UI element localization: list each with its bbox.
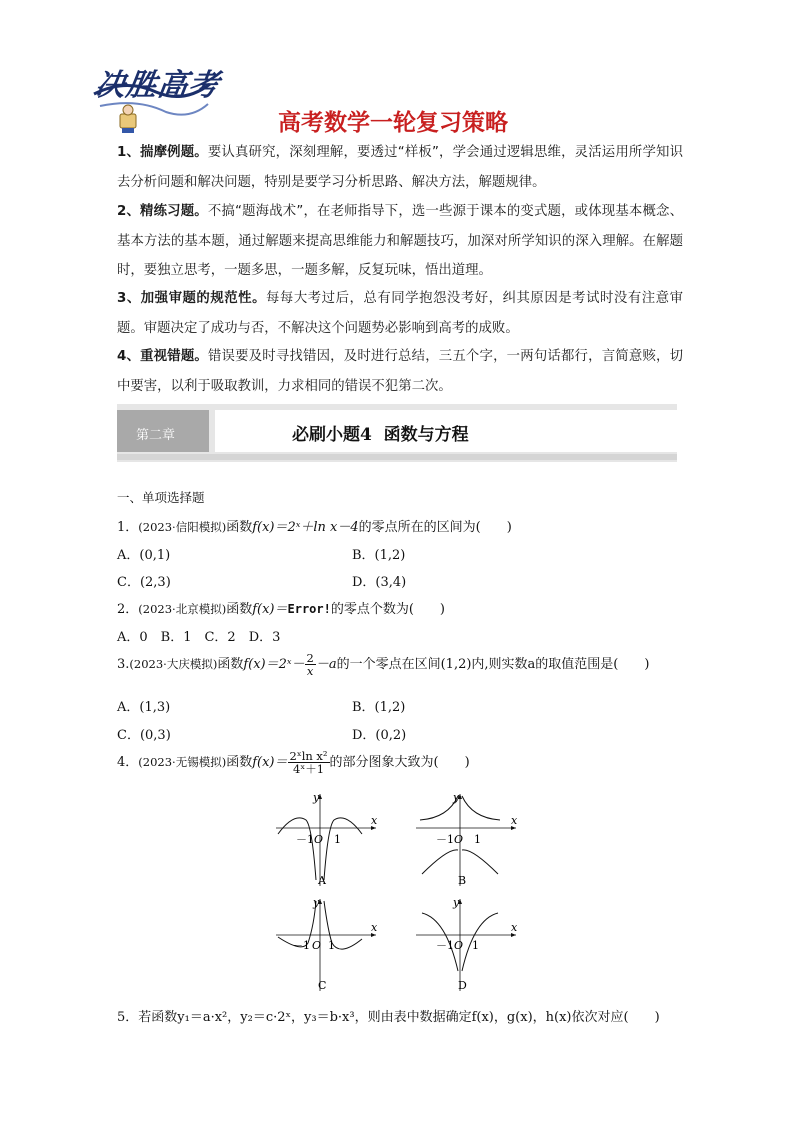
strategy-label: 2、精练习题。 xyxy=(117,204,208,219)
axis-y-label: y xyxy=(313,791,320,804)
option-d[interactable]: D．(3,4) xyxy=(352,575,407,590)
q-expression-tail: －a xyxy=(315,657,337,673)
question-2 xyxy=(117,598,445,617)
graph-label: C xyxy=(318,979,327,992)
option-a[interactable]: A．(1,3) xyxy=(117,700,171,715)
graph-label: A xyxy=(318,874,326,887)
logo-text: 决胜高考 xyxy=(93,68,222,103)
strategy-paragraph-2 xyxy=(117,197,683,286)
chapter-title: 必刷小题4 函数与方程 xyxy=(292,425,469,445)
axis-y-label: y xyxy=(453,896,460,909)
q-source: (2023·信阳模拟) xyxy=(138,520,227,534)
tick-one: 1 xyxy=(334,833,341,846)
page-title: 高考数学一轮复习策略 xyxy=(278,110,508,136)
question-5 xyxy=(117,1006,660,1025)
q-pre: 函数 xyxy=(226,520,253,535)
axis-x-label: x xyxy=(371,814,378,827)
q-number: 4． xyxy=(117,755,139,771)
q-source: (2023·北京模拟) xyxy=(138,602,227,616)
q-fraction xyxy=(305,652,316,677)
frac-denominator: x xyxy=(306,664,314,679)
question-3 xyxy=(117,652,649,677)
q-expression: f(x)＝ xyxy=(252,755,288,771)
strategy-label: 3、加强审题的规范性。 xyxy=(117,291,267,306)
option-b[interactable]: B．(1,2) xyxy=(352,548,406,563)
origin-label: O xyxy=(454,833,464,846)
strategy-label: 1、揣摩例题。 xyxy=(117,145,208,160)
strategy-label: 4、重视错题。 xyxy=(117,349,208,364)
axis-y-label: y xyxy=(453,791,460,804)
graph-c[interactable] xyxy=(272,895,382,995)
q-expression: f(x)＝ xyxy=(252,602,288,617)
option-c[interactable]: C．(2,3) xyxy=(117,575,171,590)
q-number: 1． xyxy=(117,520,139,535)
strategy-text: 每每大考过后，总有同学抱怨没考好，纠其原因是考试时没有注意审题。审题决定了成功与否，不解决这个问题势必影响到高考的成败。 xyxy=(117,291,683,336)
section-heading: 一、单项选择题 xyxy=(117,490,205,505)
option-a[interactable]: A．(0,1) xyxy=(117,548,171,563)
origin-label: O xyxy=(312,939,322,952)
axis-x-label: x xyxy=(371,921,378,934)
question-4 xyxy=(117,750,470,775)
q-expression: f(x)＝2ˣ＋ln x－4 xyxy=(252,520,359,535)
tick-one: 1 xyxy=(474,833,481,846)
strategy-text: 不搞“题海战术”，在老师指导下，选一些源于课本的变式题，或体现基本概念、基本方法的基本题，通过解题来提高思维能力和解题技巧，加深对所学知识的深入理解。在解题时，要独立思考，一题多思，一题多解，反复玩味，悟出道理。 xyxy=(117,204,683,278)
q-pre: 函数 xyxy=(217,657,244,673)
q-pre: 函数 xyxy=(226,755,253,771)
axis-x-label: x xyxy=(511,921,518,934)
graph-a[interactable] xyxy=(272,790,382,890)
strategy-text: 错误要及时寻找错因，及时进行总结，三五个字，一两句话都行，言简意赅，切中要害，以利于吸取教训，力求相同的错误不犯第二次。 xyxy=(117,349,683,394)
option-c[interactable]: C．(0,3) xyxy=(117,728,171,743)
q-post: 的部分图象大致为( ) xyxy=(329,755,470,771)
tick-one: 1 xyxy=(472,939,479,952)
tick-neg-one: －1 xyxy=(436,939,454,952)
q-text: 若函数y₁＝a·x²，y₂＝c·2ˣ，y₃＝b·x³，则由表中数据确定f(x)，g(x)，h(x)依次对应( ) xyxy=(138,1010,660,1025)
q-number: 2． xyxy=(117,602,139,617)
option-d[interactable]: D．(0,2) xyxy=(352,728,407,743)
axis-x-label: x xyxy=(511,814,518,827)
option-b[interactable]: B．(1,2) xyxy=(352,700,406,715)
origin-label: O xyxy=(314,833,324,846)
q2-options[interactable]: A．0 B．1 C．2 D．3 xyxy=(117,630,281,645)
error-placeholder: Error! xyxy=(287,602,331,616)
graph-label: B xyxy=(458,874,467,887)
q-post: 的零点所在的区间为( ) xyxy=(358,520,512,535)
chapter-tag: 第二章 xyxy=(136,428,176,443)
q-source: (2023·大庆模拟) xyxy=(129,657,218,672)
frac-denominator: 4ˣ＋1 xyxy=(293,762,325,777)
origin-label: O xyxy=(454,939,464,952)
q-post: 的零点个数为( ) xyxy=(330,602,446,617)
tick-neg-one: －1 xyxy=(292,939,310,952)
tick-one: 1 xyxy=(328,939,335,952)
tick-neg-one: －1 xyxy=(436,833,454,846)
question-1 xyxy=(117,516,512,535)
q-post: 的一个零点在区间(1,2)内,则实数a的取值范围是( ) xyxy=(336,657,650,673)
q-expression: f(x)＝2ˣ－ xyxy=(243,657,305,673)
q-source: (2023·无锡模拟) xyxy=(138,755,227,770)
strategy-text: 要认真研究，深刻理解，要透过“样板”，学会通过逻辑思维，灵活运用所学知识去分析问题和解决问题，特别是要学习分析思路、解决方法，解题规律。 xyxy=(117,145,683,190)
q-number: 3. xyxy=(117,657,130,673)
q-fraction xyxy=(288,750,330,775)
graph-b[interactable] xyxy=(412,790,522,890)
q-pre: 函数 xyxy=(226,602,253,617)
tick-neg-one: －1 xyxy=(296,833,314,846)
graph-label: D xyxy=(458,979,467,992)
strategy-paragraph-3 xyxy=(117,284,683,343)
strategy-paragraph-4 xyxy=(117,342,683,401)
axis-y-label: y xyxy=(313,896,320,909)
frac-numerator: 2ˣln x² xyxy=(289,749,328,763)
frac-numerator: 2 xyxy=(306,651,314,665)
strategy-paragraph-1 xyxy=(117,138,683,197)
graph-d[interactable] xyxy=(412,895,522,995)
q-number: 5． xyxy=(117,1010,139,1025)
